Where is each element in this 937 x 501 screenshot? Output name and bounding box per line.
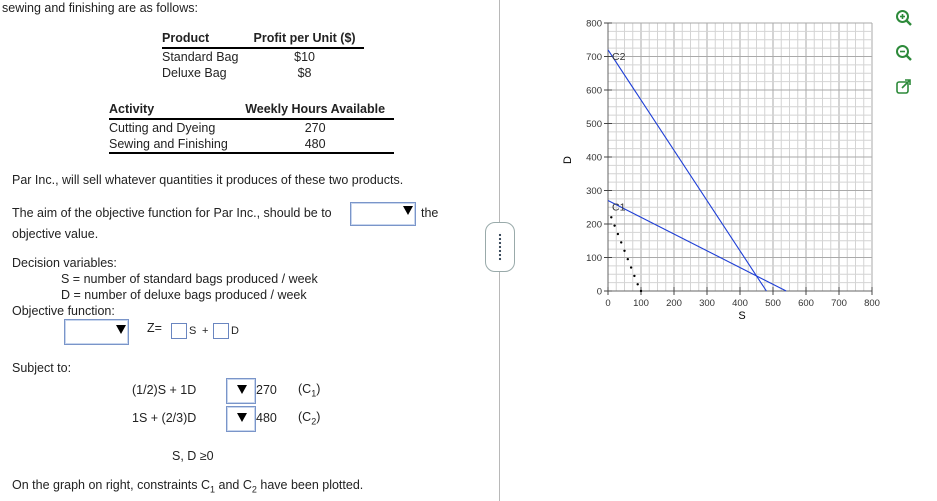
objective-aim-dropdown[interactable] xyxy=(350,202,416,226)
profit-table-cell: $10 xyxy=(294,50,315,64)
aim-text-objective: objective value. xyxy=(12,227,99,241)
subject-to-heading: Subject to: xyxy=(12,361,72,375)
x-tick-label: 500 xyxy=(765,298,781,309)
data-point xyxy=(630,266,632,268)
x-tick-label: 100 xyxy=(633,298,649,309)
s-variable: S xyxy=(189,325,197,337)
data-point xyxy=(610,216,612,218)
data-point xyxy=(627,258,629,260)
nonnegativity-constraint: S, D ≥0 xyxy=(172,449,214,463)
plus-sign: + xyxy=(202,325,209,337)
drag-handle-icon[interactable] xyxy=(485,222,515,272)
constraint-1-inequality-dropdown[interactable] xyxy=(226,378,256,404)
d-coefficient-input[interactable] xyxy=(213,323,229,339)
zoom-out-icon[interactable] xyxy=(895,44,913,62)
profit-table xyxy=(162,30,364,81)
decision-variable-d: D = number of deluxe bags produced / week xyxy=(61,288,307,302)
y-tick-label: 400 xyxy=(586,152,602,164)
chevron-down-icon xyxy=(116,325,126,334)
hours-table-cell: Cutting and Dyeing xyxy=(109,121,216,135)
profit-table-cell: Standard Bag xyxy=(162,50,239,64)
x-tick-label: 0 xyxy=(605,298,611,309)
constraint-2-expression: 1S + (2/3)D xyxy=(132,411,197,425)
x-tick-label: 800 xyxy=(864,298,880,309)
sell-text: Par Inc., will sell whatever quantities it produces of these two products. xyxy=(12,173,404,187)
data-point xyxy=(623,250,625,252)
hours-table-header-activity: Activity xyxy=(109,101,240,119)
intro-text: sewing and finishing are as follows: xyxy=(2,1,198,15)
data-point xyxy=(617,233,619,235)
profit-table-header-product: Product xyxy=(162,30,249,48)
y-tick-label: 800 xyxy=(586,18,602,30)
constraint-1-expression: (1/2)S + 1D xyxy=(132,383,197,397)
constraint-2-label: $(C_2)$ xyxy=(298,410,321,427)
data-point xyxy=(640,290,642,292)
aim-text-the: the xyxy=(421,206,439,220)
profit-table-cell: Deluxe Bag xyxy=(162,66,227,80)
aim-text: The aim of the objective function for Par Inc., should be to xyxy=(12,206,332,220)
data-point xyxy=(620,241,622,243)
z-label: Z= xyxy=(147,321,162,335)
constraint-1-label: $(C_1)$ xyxy=(298,382,321,399)
chart-dotted-points xyxy=(610,216,642,292)
y-tick-label: 500 xyxy=(586,119,602,130)
hours-table-header-hours: Weekly Hours Available xyxy=(240,101,394,119)
y-tick-label: 0 xyxy=(596,286,602,298)
y-tick-label: 200 xyxy=(586,219,602,231)
d-variable: D xyxy=(231,325,239,337)
constraint-1-rhs: 270 xyxy=(256,383,277,397)
x-tick-label: 400 xyxy=(732,298,748,309)
decision-variable-s: S = number of standard bags produced / week xyxy=(61,272,318,286)
y-tick-label: 600 xyxy=(586,85,602,97)
data-point xyxy=(613,224,615,226)
y-tick-label: 300 xyxy=(586,186,602,197)
chart-series xyxy=(608,50,786,291)
objective-type-dropdown[interactable] xyxy=(64,319,129,345)
chart-ticks xyxy=(586,19,880,310)
y-axis-label: D xyxy=(562,156,574,164)
hours-table-cell: Sewing and Finishing xyxy=(109,136,240,153)
profit-table-header-profit: Profit per Unit ($) xyxy=(249,30,364,48)
popout-icon[interactable] xyxy=(895,78,913,96)
decision-heading: Decision variables: xyxy=(12,256,117,270)
zoom-in-icon[interactable] xyxy=(895,9,913,27)
hours-table-cell: 480 xyxy=(240,136,394,153)
chevron-down-icon xyxy=(403,206,413,215)
hours-table xyxy=(109,101,394,154)
constraint-line-c1 xyxy=(608,201,786,291)
chevron-down-icon xyxy=(237,385,247,394)
hours-table-cell: 270 xyxy=(304,121,326,135)
bottom-note: On the graph on right, constraints $C_1$ and $C_2$ have been plotted. xyxy=(12,478,364,495)
constraint-line-c2 xyxy=(608,50,766,291)
y-tick-label: 700 xyxy=(586,52,602,63)
chevron-down-icon xyxy=(237,413,247,422)
x-tick-label: 300 xyxy=(699,298,715,309)
s-coefficient-input[interactable] xyxy=(171,323,187,339)
constraint-2-inequality-dropdown[interactable] xyxy=(226,406,256,432)
chart-axes xyxy=(608,23,872,291)
profit-table-cell: $8 xyxy=(297,66,312,80)
x-tick-label: 700 xyxy=(831,298,847,309)
data-point xyxy=(637,283,639,285)
objective-heading: Objective function: xyxy=(12,304,115,318)
x-axis-label: S xyxy=(738,310,746,322)
chart-grid xyxy=(608,23,872,291)
x-tick-label: 200 xyxy=(666,298,682,309)
y-tick-label: 100 xyxy=(586,253,602,264)
x-tick-label: 600 xyxy=(798,298,814,309)
constraint-label-c1: C1 xyxy=(612,201,626,214)
data-point xyxy=(633,275,635,277)
constraint-2-rhs: 480 xyxy=(256,411,277,425)
constraint-label-c2: C2 xyxy=(612,50,626,63)
